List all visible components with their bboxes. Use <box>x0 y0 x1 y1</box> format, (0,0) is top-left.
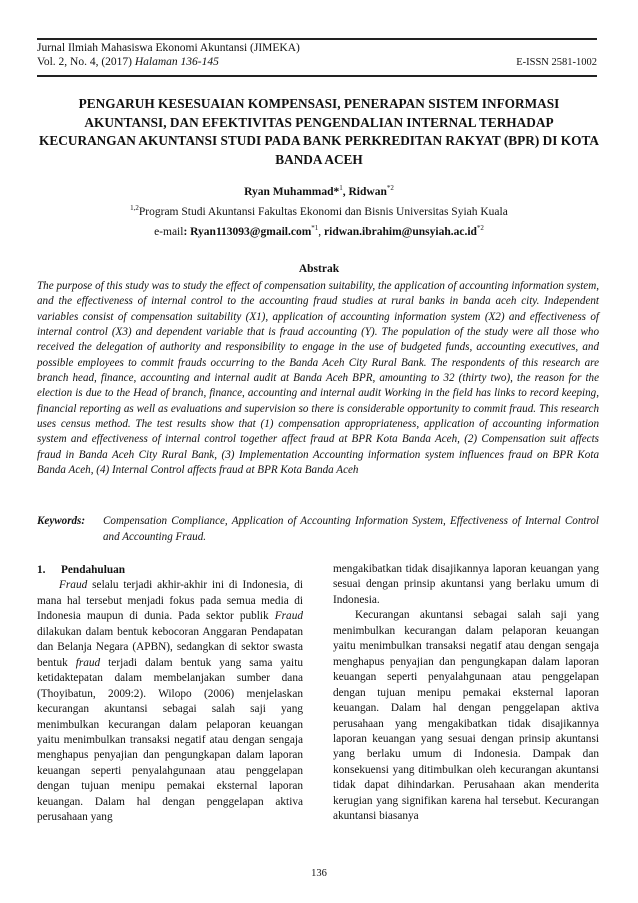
keywords-label: Keywords: <box>37 515 86 527</box>
journal-pages: Halaman 136-145 <box>134 56 219 68</box>
section-number: 1. <box>37 564 46 576</box>
body-text-3: terjadi dalam bentuk yang sama yaitu ketidaktepatan dalam membelanjakan sumber dana (Thoyibatun, 2009:2). Wilopo (2006) menjelaskan kecurangan akuntansi sebagai salah saji yang menimbulkan kecurangan dalam pelaporan keuangan yaitu menimbulkan transaksi negatif atau dengan sengaja menghapus penyajian dan pengungkapan dalam laporan keuangan seperti penyalahgunaan atau penggelapan dengan tujuan menipu pemakai eksternal laporan keuangan. Dalam hal dengan penggelapan aktiva perusahaan yang <box>37 656 303 824</box>
journal-volume <box>37 56 219 68</box>
email-2[interactable]: ridwan.ibrahim@unsyiah.ac.id <box>324 225 477 238</box>
abstract-heading: Abstrak <box>298 263 340 275</box>
body-paragraph <box>37 578 303 825</box>
body-paragraph-2: Kecurangan akuntansi sebagai salah saji yang menimbulkan kecurangan dalam pelaporan keuangan yaitu menimbulkan transaksi negatif atau dengan sengaja menghapus penyajian dan pengungkapan dalam laporan keuangan seperti penyalahgunaan atau penggelapan dengan tujuan menipu pemakai eksternal laporan keuangan. Dalam hal dengan penggelapan aktiva perusahaan yang mengakibatkan tidak disajikannya laporan keuangan yang sesuai dengan prinsip akuntansi yang berlaku umum di Indonesia. Dampak dan konsekuensi yang ditimbulkan oleh kecurangan akuntansi tidak dapat dihindarkan. Perusahaan akan menderita kerugian yang signifikan karena hal tersebut. Kecurangan akuntansi biasanya <box>333 609 599 823</box>
email-prefix: e-mail <box>154 225 184 238</box>
author-separator: , <box>342 185 349 198</box>
keywords-text: Compensation Compliance, Application of Accounting Information System, Effectiveness of Internal Control and Accounting Fraud. <box>103 515 599 543</box>
emphasis-fraud-1: Fraud <box>59 579 88 592</box>
email-1[interactable]: : Ryan113093@gmail.com <box>183 225 312 238</box>
journal-volume-number: Vol. 2, No. 4, (2017) <box>37 56 135 68</box>
left-column <box>37 563 303 826</box>
section-title: Pendahuluan <box>61 564 126 576</box>
paper-title: PENGARUH KESESUAIAN KOMPENSASI, PENERAPAN SISTEM INFORMASI AKUNTANSI, DAN EFEKTIVITAS PENGENDALIAN INTERNAL TERHADAP KECURANGAN AKUNTANSI STUDI PADA BANK PERKREDITAN RAKYAT (BPR) DI KOTA BANDA ACEH <box>39 96 599 167</box>
affiliation-text: Program Studi Akuntansi Fakultas Ekonomi dan Bisnis Universitas Syiah Kuala <box>138 205 508 218</box>
body-paragraph-continued: mengakibatkan tidak disajikannya laporan keuangan yang sesuai dengan prinsip akuntansi yang berlaku umum di Indonesia. <box>333 563 599 606</box>
author-1: Ryan Muhammad* <box>244 185 340 198</box>
header-top-rule <box>37 38 597 40</box>
journal-issn: E-ISSN 2581-1002 <box>516 57 597 68</box>
journal-header <box>37 38 597 78</box>
author-2-marker: *2 <box>386 184 394 192</box>
journal-name: Jurnal Ilmiah Mahasiswa Ekonomi Akuntansi (JIMEKA) <box>37 42 300 54</box>
abstract-text: The purpose of this study was to study the effect of compensation suitability, the application of accounting information system, and the effectiveness of internal control to the accounting fraud studies at rural banks in banda aceh city. Independent variables consist of compensation suitability (X1), application of accounting information system (X2) and effectiveness of internal control (X3) and dependent variable that is fraud accounting (Y). The population of the study were all those who received the delegation of authority and responsibility to engage in the use of budgeted funds, accounting executives, and possible employees to commit frauds occurring to the Banda Aceh City Rural Bank. The respondents of this research are branch head, finance, accounting and internal audit at Banda Aceh BPR, amounting to 32 (thirty two), the reason for the election is due to the Head of branch, finance, accounting and internal audit Working in the field has links to record keeping, financial reporting as well as evaluations and supervision so there is considerable opportunity to commit fraud. This research uses census method. The test results show that (1) compensation appropriateness, application of accounting information system and effectiveness of internal control together affect fraud at BPR Kota Banda Aceh, (2) Compensation suit affects fraud in Banda Aceh City Rural Bank, (3) Implementation Accounting information system influences fraud on BPR Kota Banda Aceh, (4) Internal Control affects fraud at BPR Kota Banda Aceh <box>37 280 599 477</box>
author-1-marker: 1 <box>339 184 343 192</box>
affiliation <box>37 200 601 220</box>
affiliation-marker: 1,2 <box>130 203 139 212</box>
emphasis-fraud-3: fraud <box>75 656 101 669</box>
page-number: 136 <box>311 868 327 879</box>
body-text-2: dilakukan dalam bentuk kebocoran Anggaran Pendapatan dan Belanja Negara (APBN), sedangkan di sektor swasta bentuk <box>37 625 303 669</box>
right-column <box>333 562 599 825</box>
body-text-1: selalu terjadi akhir-akhir ini di Indonesia, di mana hal tersebut menjadi fokus pada semua media di Indonesia maupun di dunia. Pada sektor publik <box>37 579 303 623</box>
section-heading <box>37 563 303 578</box>
header-bottom-rule <box>37 75 597 77</box>
email-separator: , <box>318 225 325 238</box>
author-2: Ridwan <box>348 185 387 198</box>
email-line <box>37 220 601 240</box>
author-block <box>37 180 601 239</box>
author-names <box>37 180 601 200</box>
emphasis-fraud-2: Fraud <box>274 610 303 623</box>
email-1-marker: *1 <box>311 223 319 232</box>
email-2-marker: *2 <box>476 223 484 232</box>
keywords <box>37 514 599 545</box>
